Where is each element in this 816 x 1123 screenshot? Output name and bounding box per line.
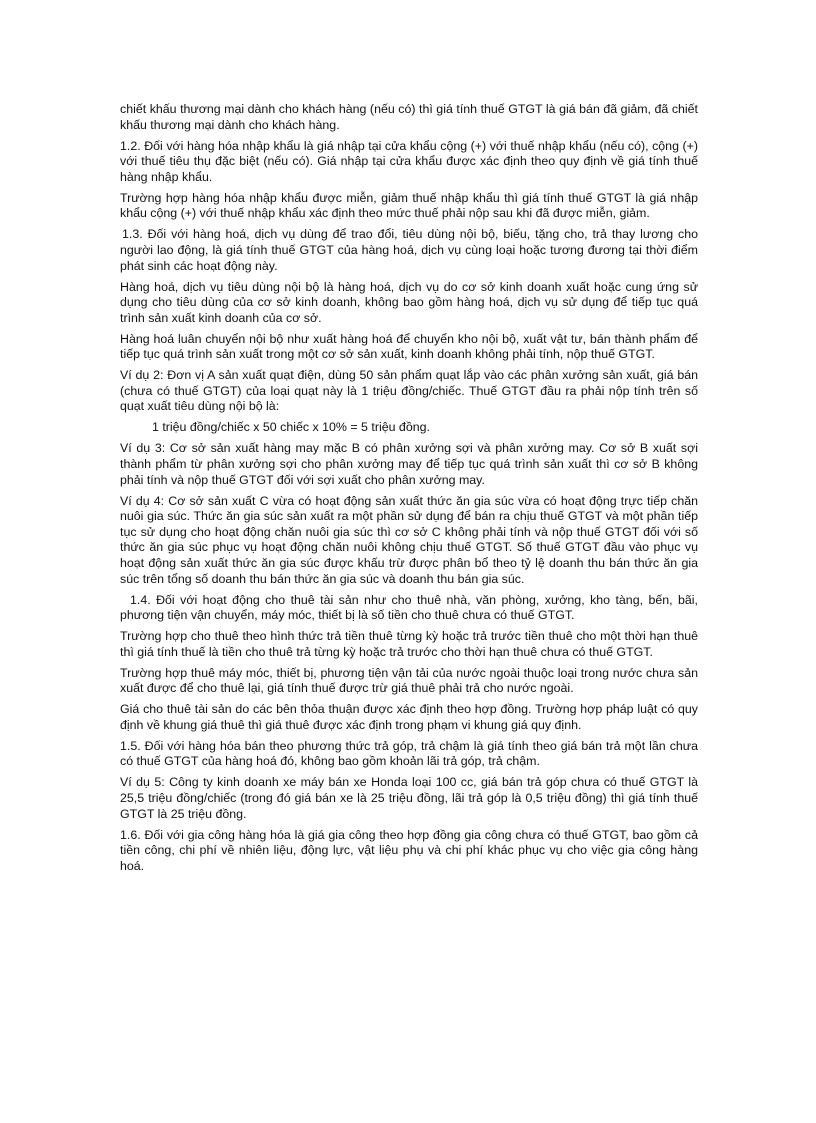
paragraph-1-5-installment-sales: 1.5. Đối với hàng hóa bán theo phương thức trả góp, trả chậm là giá tính theo giá bán trả một lần chưa có thuế GTGT của hàng hoá đó, không bao gồm khoản lãi trả góp, trả chậm. [120, 738, 698, 769]
example-2-formula: 1 triệu đồng/chiếc x 50 chiếc x 10% = 5 triệu đồng. [152, 420, 430, 435]
paragraph-foreign-equipment-lease: Trường hợp thuê máy móc, thiết bị, phương tiện vận tải của nước ngoài thuộc loại trong nước chưa sản xuất được để cho thuê lại, giá tính thuế được trừ giá thuê phải trả cho nước ngoài. [120, 665, 698, 696]
paragraph-discount-continuation: chiết khấu thương mại dành cho khách hàng (nếu có) thì giá tính thuế GTGT là giá bán đã giảm, đã chiết khấu thương mại dành cho khách hàng. [120, 102, 698, 132]
paragraph-example-5: Ví dụ 5: Công ty kinh doanh xe máy bán xe Honda loại 100 cc, giá bán trả góp chưa có thuế GTGT là 25,5 triệu đồng/chiếc (trong đó giá bán xe là 25 triệu đồng, lãi trả góp là 0,5 triệu đồng) thì giá tính thuế GTGT là 25 triệu đồng. [120, 775, 698, 821]
document-page [120, 102, 698, 880]
paragraph-1-3-internal-consumption: 1.3. Đối với hàng hoá, dịch vụ dùng để trao đổi, tiêu dùng nội bộ, biếu, tặng cho, trả thay lương cho người lao động, là giá tính thuế GTGT của hàng hoá, dịch vụ cùng loại hoặc tương đương tại thời điểm phát sinh các hoạt động này. [120, 227, 698, 273]
paragraph-example-3: Ví dụ 3: Cơ sở sản xuất hàng may mặc B có phân xưởng sợi và phân xưởng may. Cơ sở B xuất sợi thành phẩm từ phân xưởng sợi cho phân xưởng may để tiếp tục quá trình sản xuất thì cơ sở B không phải tính và nộp thuế GTGT đối với sợi xuất cho phân xưởng may. [120, 441, 698, 487]
paragraph-example-2: Ví dụ 2: Đơn vị A sản xuất quạt điện, dùng 50 sản phẩm quạt lắp vào các phân xưởng sản xuất, giá bán (chưa có thuế GTGT) của loại quạt này là 1 triệu đồng/chiếc. Thuế GTGT đầu ra phải nộp tính trên số quạt xuất tiêu dùng nội bộ là: [120, 368, 698, 414]
paragraph-internal-transfer: Hàng hoá luân chuyển nội bộ như xuất hàng hoá để chuyển kho nội bộ, xuất vật tư, bán thành phẩm để tiếp tục quá trình sản xuất trong một cơ sở sản xuất, kinh doanh không phải tính, nộp thuế GTGT. [120, 331, 698, 362]
paragraph-example-4: Ví dụ 4: Cơ sở sản xuất C vừa có hoạt động sản xuất thức ăn gia súc vừa có hoạt động trực tiếp chăn nuôi gia súc. Thức ăn gia súc sản xuất ra một phần sử dụng để bán ra chịu thuế GTGT và một phần tiếp tục sử dụng cho hoạt động chăn nuôi gia súc thì cơ sở C không phải tính và nộp thuế GTGT đối với số thức ăn gia súc phục vụ hoạt động chăn nuôi không chịu thuế GTGT. Số thuế GTGT đầu vào phục vụ hoạt động sản xuất thức ăn gia súc được khấu trừ được phân bổ theo tỷ lệ doanh thu bán thức ăn gia súc trên tổng số doanh thu bán thức ăn gia súc và doanh thu bán gia súc. [120, 493, 698, 586]
paragraph-import-exemption: Trường hợp hàng hóa nhập khẩu được miễn, giảm thuế nhập khẩu thì giá tính thuế GTGT là giá nhập khẩu cộng (+) với thuế nhập khẩu xác định theo mức thuế phải nộp sau khi đã được miễn, giảm. [120, 190, 698, 221]
paragraph-1-4-asset-leasing: 1.4. Đối với hoạt động cho thuê tài sản như cho thuê nhà, văn phòng, xưởng, kho tàng, bến, bãi, phương tiện vận chuyển, máy móc, thiết bị là số tiền cho thuê chưa có thuế GTGT. [120, 592, 698, 623]
paragraph-lease-payment-terms: Trường hợp cho thuê theo hình thức trả tiền thuê từng kỳ hoặc trả trước tiền thuê cho một thời hạn thuê thì giá tính thuế là tiền cho thuê trả từng kỳ hoặc trả trước cho thời hạn thuê chưa có thuế GTGT. [120, 629, 698, 659]
paragraph-1-2-imported-goods: 1.2. Đối với hàng hóa nhập khẩu là giá nhập tại cửa khẩu cộng (+) với thuế nhập khẩu (nếu có), cộng (+) với thuế tiêu thụ đặc biệt (nếu có). Giá nhập tại cửa khẩu được xác định theo quy định về giá tính thuế hàng nhập khẩu. [120, 138, 698, 184]
paragraph-1-6-processing: 1.6. Đối với gia công hàng hóa là giá gia công theo hợp đồng gia công chưa có thuế GTGT, bao gồm cả tiền công, chi phí về nhiên liệu, động lực, vật liệu phụ và chi phí khác phục vụ cho việc gia công hàng hoá. [120, 827, 698, 873]
paragraph-internal-consumption-definition: Hàng hoá, dịch vụ tiêu dùng nội bộ là hàng hoá, dịch vụ do cơ sở kinh doanh xuất hoặc cung ứng sử dụng cho tiêu dùng của cơ sở kinh doanh, không bao gồm hàng hoá, dịch vụ sử dụng để tiếp tục quá trình sản xuất kinh doanh của cơ sở. [120, 279, 698, 325]
paragraph-lease-price-agreement: Giá cho thuê tài sản do các bên thỏa thuận được xác định theo hợp đồng. Trường hợp pháp luật có quy định về khung giá thuê thì giá thuê được xác định trong phạm vi khung giá quy định. [120, 702, 698, 732]
